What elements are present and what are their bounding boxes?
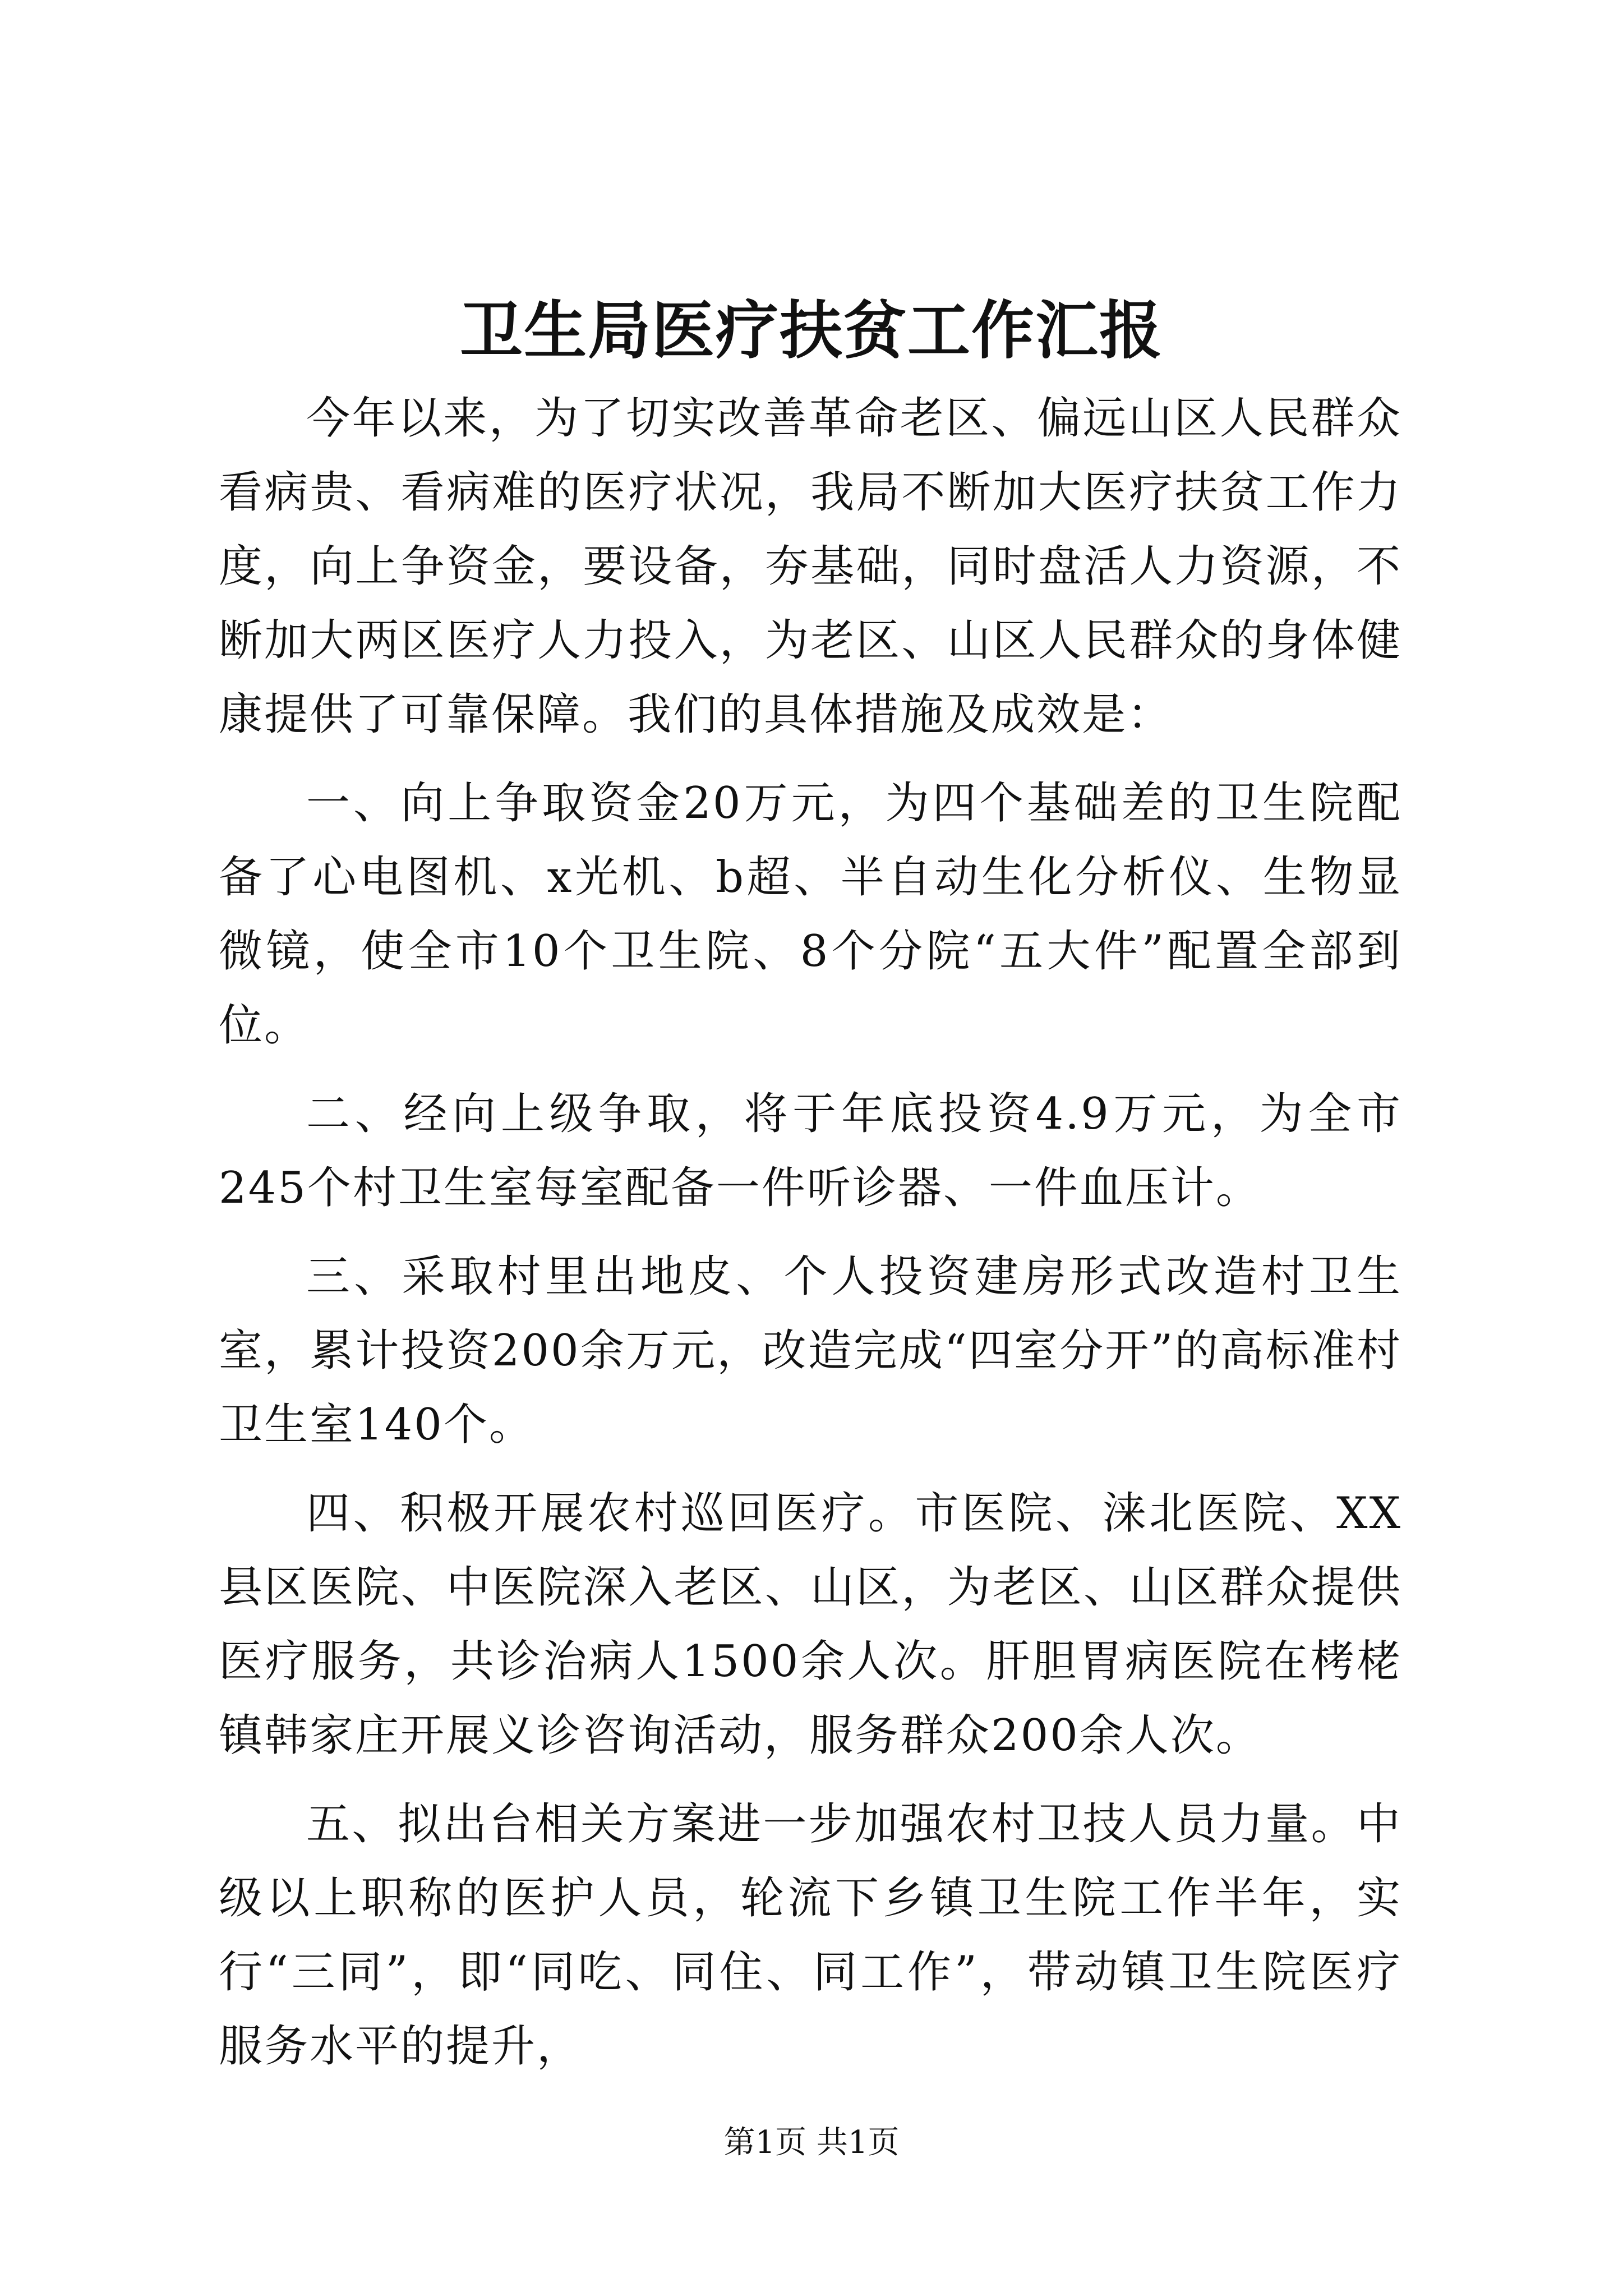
paragraph-item-1: 一、向上争取资金20万元，为四个基础差的卫生院配备了心电图机、x光机、b超、半自动生化分析仪、生物显微镜，使全市10个卫生院、8个分院“五大件”配置全部到位。 [219,778,1402,1051]
paragraph-intro: 今年以来，为了切实改善革命老区、偏远山区人民群众看病贵、看病难的医疗状况，我局不断加大医疗扶贫工作力度，向上争资金，要设备，夯基础，同时盘活人力资源，不断加大两区医疗人力投入，为老区、山区人民群众的身体健康提供了可靠保障。我们的具体措施及成效是： [219,393,1402,740]
paragraph-item-2: 二、经向上级争取，将于年底投资4.9万元，为全市245个村卫生室每室配备一件听诊器、一件血压计。 [219,1089,1402,1213]
paragraph-item-4: 四、积极开展农村巡回医疗。市医院、涞北医院、XX县区医院、中医院深入老区、山区，为老区、山区群众提供医疗服务，共诊治病人1500余人次。肝胆胃病医院在栲栳镇韩家庄开展义诊咨询活动，服务群众200余人次。 [219,1488,1402,1761]
document-title: 卫生局医疗扶贫工作汇报 [460,294,1163,367]
paragraph-item-5: 五、拟出台相关方案进一步加强农村卫技人员力量。中级以上职称的医护人员，轮流下乡镇卫生院工作半年，实行“三同”，即“同吃、同住、同工作”，带动镇卫生院医疗服务水平的提升， [219,1799,1402,2072]
document-body [219,381,1402,2083]
paragraph-item-3: 三、采取村里出地皮、个人投资建房形式改造村卫生室，累计投资200余万元，改造完成“四室分开”的高标准村卫生室140个。 [219,1251,1402,1450]
page-footer: 第1页 共1页 [723,2124,900,2161]
